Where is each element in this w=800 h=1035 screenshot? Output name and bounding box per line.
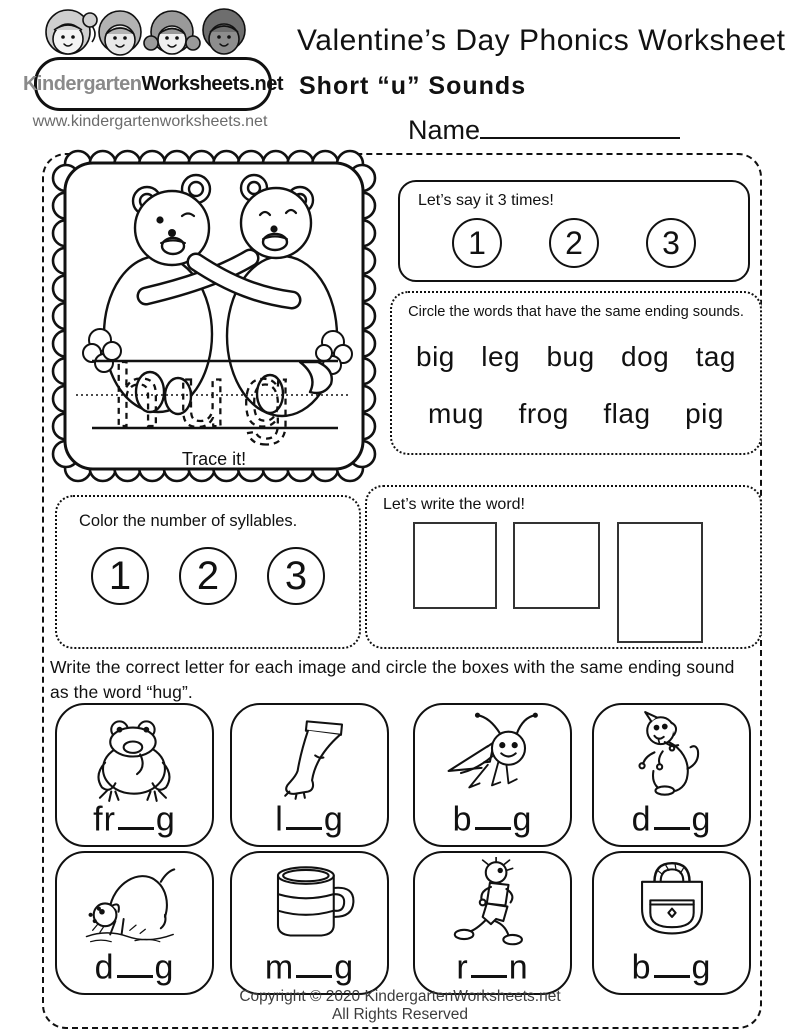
hug-trace-card <box>48 146 380 486</box>
logo-text-worksheets: Worksheets.net <box>141 72 284 95</box>
missing-letter-blank[interactable] <box>471 943 507 978</box>
trace-word[interactable]: hug <box>112 346 308 445</box>
word-frog[interactable]: frog <box>518 398 569 429</box>
word-blank-bug[interactable]: b g <box>453 795 533 839</box>
runner-icon <box>433 857 553 952</box>
dog-digging-icon <box>70 857 200 952</box>
say-three-times-label: Let’s say it 3 times! <box>418 192 554 209</box>
bag-icon <box>612 857 732 952</box>
picture-box-mug[interactable] <box>230 851 389 995</box>
logo-text-kindergarten: Kindergarten <box>22 72 142 95</box>
circle-words-box <box>390 291 762 455</box>
logo-badge <box>22 57 284 111</box>
word-blank-dig[interactable]: d g <box>95 943 175 987</box>
word-mug[interactable]: mug <box>428 398 484 429</box>
picture-box-dog[interactable] <box>592 703 751 847</box>
word-blank-leg[interactable]: l g <box>275 795 343 839</box>
word-flag[interactable]: flag <box>603 398 651 429</box>
word-tag[interactable]: tag <box>695 341 736 372</box>
word-dog[interactable]: dog <box>621 341 670 372</box>
missing-letter-blank[interactable] <box>475 795 511 830</box>
mug-icon <box>250 857 370 952</box>
syllables-number-row <box>57 547 359 605</box>
website-url: www.kindergartenworksheets.net <box>32 113 268 130</box>
say-circle-3[interactable]: 3 <box>646 218 696 268</box>
word-blank-bag[interactable]: b g <box>632 943 712 987</box>
leg-icon <box>250 709 370 804</box>
word-pig[interactable]: pig <box>685 398 724 429</box>
picture-box-dog-digging[interactable] <box>55 851 214 995</box>
picture-box-run[interactable] <box>413 851 572 995</box>
picture-box-bug[interactable] <box>413 703 572 847</box>
missing-letter-blank[interactable] <box>118 795 154 830</box>
letter-box-2[interactable] <box>513 522 600 609</box>
missing-letter-blank[interactable] <box>286 795 322 830</box>
circle-words-label: Circle the words that have the same ending sounds. <box>408 304 744 320</box>
frog-icon <box>75 709 195 804</box>
trace-caption: Trace it! <box>181 449 247 469</box>
word-blank-frog[interactable]: fr g <box>93 795 176 839</box>
write-word-label: Let’s write the word! <box>383 496 525 513</box>
word-row-1 <box>392 341 760 373</box>
syllable-circle-3[interactable]: 3 <box>267 547 325 605</box>
word-blank-mug[interactable]: m g <box>265 943 354 987</box>
syllable-circle-1[interactable]: 1 <box>91 547 149 605</box>
write-word-box <box>365 485 762 649</box>
syllable-circle-2[interactable]: 2 <box>179 547 237 605</box>
missing-letter-blank[interactable] <box>654 943 690 978</box>
bug-icon <box>433 709 553 804</box>
word-blank-run[interactable]: r n <box>456 943 528 987</box>
page-subtitle: Short “u” Sounds <box>299 72 527 100</box>
word-big[interactable]: big <box>416 341 455 372</box>
word-bug[interactable]: bug <box>546 341 595 372</box>
copyright-line: Copyright © 2020 KindergartenWorksheets.net <box>239 988 561 1005</box>
say-circle-2[interactable]: 2 <box>549 218 599 268</box>
letter-box-1[interactable] <box>413 522 497 609</box>
picture-box-bag[interactable] <box>592 851 751 995</box>
say-circle-1[interactable]: 1 <box>452 218 502 268</box>
syllables-label: Color the number of syllables. <box>79 512 298 530</box>
say-number-row <box>400 218 748 268</box>
rights-line: All Rights Reserved <box>331 1006 469 1024</box>
word-leg[interactable]: leg <box>481 341 521 372</box>
picture-box-leg[interactable] <box>230 703 389 847</box>
dog-begging-icon <box>612 709 732 804</box>
word-row-2 <box>392 398 760 430</box>
picture-box-frog[interactable] <box>55 703 214 847</box>
missing-letter-blank[interactable] <box>654 795 690 830</box>
kids-heads-illustration <box>40 6 260 64</box>
missing-letter-blank[interactable] <box>296 943 332 978</box>
copyright-footer <box>0 988 800 1025</box>
say-three-times-box <box>398 180 750 282</box>
missing-letter-blank[interactable] <box>117 943 153 978</box>
name-row <box>408 110 680 146</box>
bottom-instruction: Write the correct letter for each image and circle the boxes with the same ending sound as the word “hug”. <box>50 657 735 703</box>
syllables-box <box>55 495 361 649</box>
letter-box-3[interactable] <box>617 522 703 643</box>
word-blank-dog[interactable]: d g <box>632 795 712 839</box>
name-write-line[interactable] <box>480 110 680 139</box>
page-title: Valentine’s Day Phonics Worksheet <box>297 24 786 57</box>
name-label: Name <box>408 115 481 145</box>
